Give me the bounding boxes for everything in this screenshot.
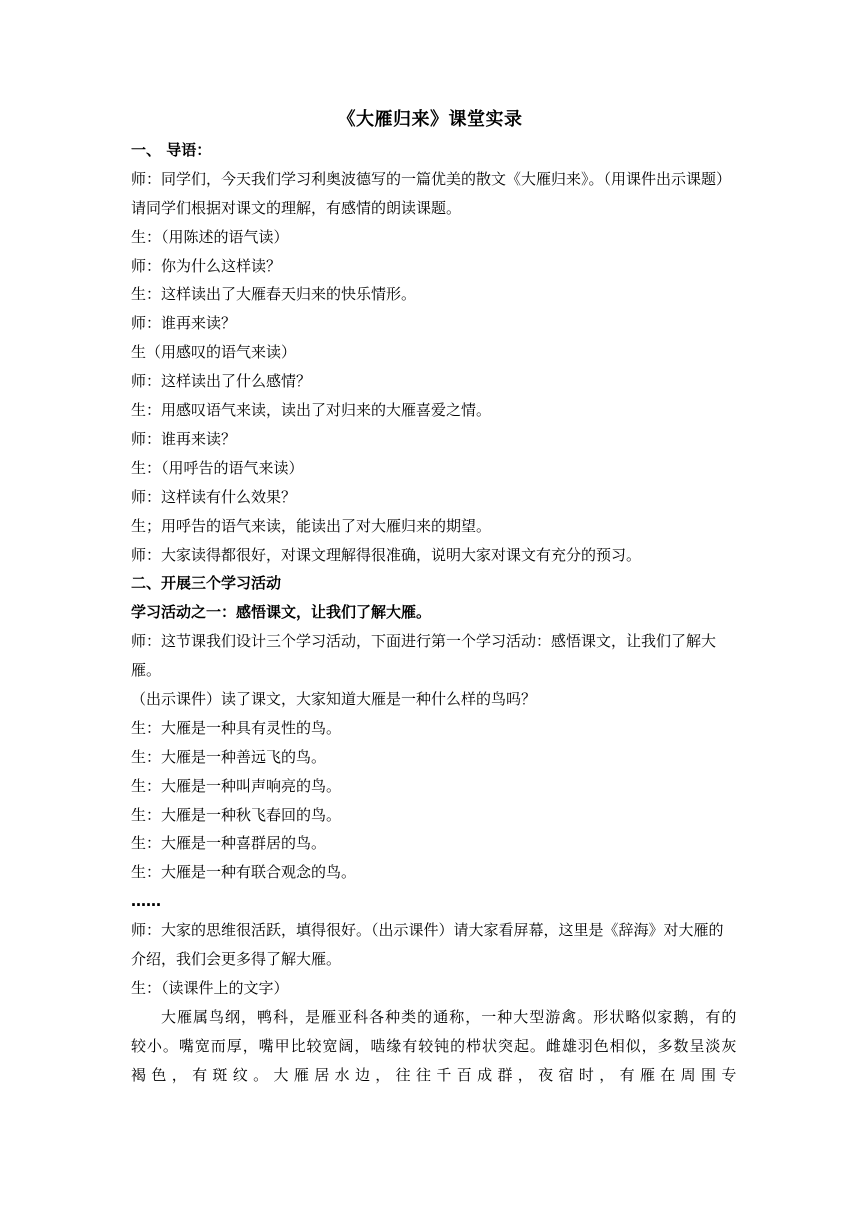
dialogue-line: 生：大雁是一种秋飞春回的鸟。: [131, 805, 342, 824]
ellipsis-line: ……: [131, 892, 161, 911]
dialogue-line: 生：这样读出了大雁春天归来的快乐情形。: [131, 285, 417, 304]
dialogue-line: 生：大雁是一种喜群居的鸟。: [131, 834, 327, 853]
dialogue-line: 师：谁再来读？: [131, 429, 237, 448]
dialogue-line: 师：大家读得都很好，对课文理解得很准确，说明大家对课文有充分的预习。: [131, 545, 642, 564]
dialogue-line: 生：大雁是一种善远飞的鸟。: [131, 747, 327, 766]
dialogue-line: 生（用感叹的语气来读）: [131, 343, 297, 362]
paragraph: 师：这节课我们设计三个学习活动，下面进行第一个学习活动：感悟课文，让我们了解大雁。: [131, 632, 717, 680]
dialogue-line: 生：大雁是一种具有灵性的鸟。: [131, 718, 342, 737]
dialogue-line: 师：这样读有什么效果？: [131, 487, 297, 506]
dialogue-line: 生：大雁是一种叫声响亮的鸟。: [131, 776, 342, 795]
section-heading-intro: 一、 导语：: [131, 141, 212, 159]
dialogue-line: 生：（读课件上的文字）: [131, 978, 289, 997]
dialogue-line: 生：大雁是一种有联合观念的鸟。: [131, 863, 357, 882]
dialogue-line: 师：这样读出了什么感情？: [131, 372, 312, 391]
paragraph: 师：大家的思维很活跃，填得很好。（出示课件）请大家看屏幕，这里是《辞海》对大雁的介绍，我们会更多得了解大雁。: [131, 921, 724, 969]
paragraph: 师：同学们，今天我们学习利奥波德写的一篇优美的散文《大雁归来》。（用课件出示课题）请同学们根据对课文的理解，有感情的朗读课题。: [131, 169, 732, 217]
dialogue-line: 师：你为什么这样读？: [131, 256, 282, 275]
document-title: 《大雁归来》课堂实录: [337, 109, 523, 130]
dialogue-line: （出示课件）读了课文，大家知道大雁是一种什么样的鸟吗？: [131, 689, 537, 708]
subsection-heading-activity-one: 学习活动之一：感悟课文，让我们了解大雁。: [131, 603, 432, 622]
quoted-dictionary-passage: 大雁属鸟纲，鸭科，是雁亚科各种类的通称，一种大型游禽。形状略似家鹅，有的较小。嘴宽而厚，嘴甲比较宽阔，啮缘有较钝的栉状突起。雌雄羽色相似，多数呈淡灰褐色，有斑纹。大雁居水边，往往千百成群，夜宿时，有雁在周围专: [131, 1007, 737, 1084]
dialogue-line: 生：（用呼告的语气来读）: [131, 458, 304, 477]
dialogue-line: 生；用呼告的语气来读，能读出了对大雁归来的期望。: [131, 516, 492, 535]
dialogue-line: 生：用感叹语气来读，读出了对归来的大雁喜爱之情。: [131, 401, 492, 420]
section-heading-activities: 二、开展三个学习活动: [131, 574, 282, 593]
dialogue-line: 师：谁再来读？: [131, 314, 237, 333]
document-body: [131, 136, 737, 1090]
dialogue-line: 生：（用陈述的语气读）: [131, 227, 289, 246]
